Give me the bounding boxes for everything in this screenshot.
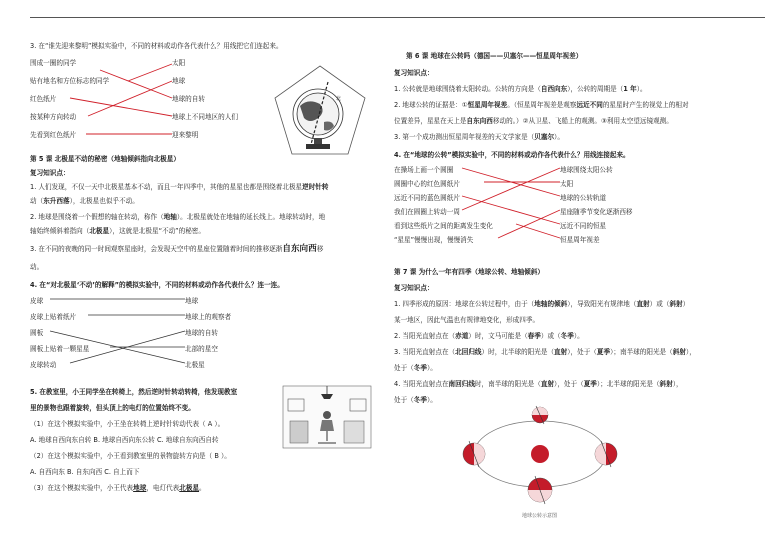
q4-right-item: 地球的自转	[185, 329, 218, 337]
q3-right-item: 地球	[172, 77, 186, 85]
q4-left-item: 皮球上贴着纸片	[30, 313, 77, 321]
q5-sub-2-options: A. 自西向东 B. 自东向西 C. 自上而下	[30, 468, 140, 476]
lesson7-point-3-cont: 处于（冬季）。	[394, 364, 437, 372]
q4-connector-lines	[30, 290, 375, 370]
lesson6-point-2: 2. 地球公转的证据是：①恒星周年视差。（恒星周年视差是观察远近不同的星星时产生的视觉上的相对	[394, 101, 689, 109]
lesson6-point-2-cont: 位置差异，星星在天上是自东向西移动的。）②从卫星、飞船上的观测。③利用太空望远镜观测。	[394, 117, 673, 125]
l6-q4-left-item: 远近不同的蓝色圆纸片	[394, 194, 460, 202]
q4-right-item: 地球	[185, 297, 199, 305]
l6-q4-left-item: 我们在圆圈上转动一周	[394, 208, 460, 216]
lesson7-point-1: 1. 四季形成的原因：地球在公转过程中，由于（地轴的倾斜），导致阳光有规律地（直射）或（斜射）	[394, 300, 690, 308]
q3-right-item: 地球上不同地区的人们	[172, 113, 238, 121]
q3-left-item: 贴有地名和方位标志的同学	[30, 77, 110, 85]
lesson6-review-label: 复习知识点：	[394, 69, 434, 77]
lesson5-title: 第 5 课 北极星不动的秘密（地轴倾斜指向北极星）	[30, 155, 180, 163]
connector-line	[88, 81, 172, 116]
top-rule	[30, 17, 765, 18]
connector-line	[100, 70, 172, 98]
lesson7-point-2: 2. 当阳光直射点在（赤道）时，文马可能是（春季）或（冬季）。	[394, 332, 584, 340]
connector-line	[498, 210, 560, 238]
lesson7-point-4: 4. 当阳光直射点在南回归线时，南半球的阳光是（直射），处于（夏季）；北半球的阳光是（斜射），	[394, 380, 683, 388]
lesson5-point-3: 3. 在不同的夜晚的同一时间观察星座时，会发现天空中的星座位置随着时间的推移逐渐自东向西移	[30, 244, 324, 254]
q4-left-item: 圆板上贴着一颗星星	[30, 345, 90, 353]
l6-q4-right-item: 恒星周年视差	[560, 236, 600, 244]
l6-q4-right-item: 星座随季节变化逐渐西移	[560, 208, 633, 216]
q3-left-item: 按某种方向转动	[30, 113, 77, 121]
l6-q4-right-item: 地球的公转轨道	[560, 194, 607, 202]
q5-sub-3: （3）在这个模拟实验中，小王代表地球，电灯代表北极星。	[30, 484, 206, 492]
lesson7-title: 第 7 课 为什么一年有四季（地球公转、地轴倾斜）	[394, 268, 544, 276]
q5-sub-1: （1）在这个模拟实验中，小王坐在转椅上逆时针转动代表（ A ）。	[30, 420, 225, 428]
lesson6-q4-title: 4. 在“地球的公转”模拟实验中，不同的材料或动作各代表什么？用线连接起来。	[394, 151, 630, 159]
lesson5-point-1: 1. 人们发现，不仅一天中北极星基本不动，而且一年四季中，其他的星星也都是围绕着北极星逆时针转	[30, 183, 329, 191]
connector-line	[70, 98, 172, 116]
l6-q4-right-item: 太阳	[560, 180, 574, 188]
q3-right-item: 迎来黎明	[172, 131, 199, 139]
lesson5-review-label: 复习知识点：	[30, 169, 70, 177]
globe-label: 北	[336, 96, 342, 102]
connector-line	[462, 168, 560, 210]
connector-line	[462, 196, 560, 224]
q3-left-item: 围成一圈的同学	[30, 59, 77, 67]
connector-line	[128, 64, 172, 81]
q3-left-item: 红色纸片	[30, 95, 57, 103]
q3-right-item: 太阳	[172, 59, 186, 67]
connector-line	[516, 224, 560, 238]
l6-q4-connector-lines	[394, 160, 766, 250]
q5-sub-2: （2）在这个模拟实验中，小王看到教室里的景物旋转方向是（ B ）。	[30, 452, 231, 460]
lesson5-q5-title-2: 里的景物也跟着旋转，但头顶上的电灯的位置始终不变。	[30, 404, 195, 412]
lesson5-point-2: 2. 地球是围绕着一个假想的轴在转动，称作（地轴）。北极星就处在地轴的延长线上。地球转动时，地	[30, 213, 326, 221]
l6-q4-right-item: 地球围绕太阳公转	[560, 166, 613, 174]
earth-orbit-diagram	[456, 404, 624, 510]
lesson7-review-label: 复习知识点：	[394, 284, 434, 292]
lesson5-point-1-cont: 动（东升西落），北极星也似乎不动。	[30, 197, 139, 205]
classroom-illustration	[282, 385, 372, 449]
q4-left-item: 圆板	[30, 329, 44, 337]
lesson6-title: 第 6 课 地球在公转吗（德国——贝塞尔——恒星周年视差）	[406, 52, 583, 60]
lesson7-point-3: 3. 当阳光直射点在（北回归线）时，北半球的阳光是（直射），处于（夏季）；南半球的阳光是（斜射），	[394, 348, 696, 356]
l6-q4-left-item: 圆圈中心的红色圆纸片	[394, 180, 460, 188]
orbit-diagram-caption: 地球公转示意图	[522, 513, 558, 519]
q4-right-item: 北极星	[185, 361, 205, 369]
lesson6-point-3: 3. 第一个成功测出恒星周年视差的天文学家是（贝塞尔）。	[394, 133, 564, 141]
q3-title: 3. 在“谁先迎来黎明”模拟实验中，不同的材料或动作各代表什么？用线把它们连起来。	[30, 42, 283, 50]
q3-right-item: 地球的自转	[172, 95, 205, 103]
globe-illustration	[270, 62, 370, 160]
l6-q4-left-item: 在操场上画一个圆圈	[394, 166, 454, 174]
lesson7-point-4-cont: 处于（冬季）。	[394, 396, 437, 404]
q4-right-item: 北部的星空	[185, 345, 218, 353]
lesson6-point-1: 1. 公转就是地球围绕着太阳转动。公转的方向是（自西向东），公转的周期是（1 年）。	[394, 85, 647, 93]
lesson5-point-3-cont: 动。	[30, 263, 44, 271]
q4-left-item: 皮球	[30, 297, 44, 305]
l6-q4-left-item: “星星”慢慢出现，慢慢消失	[394, 236, 474, 244]
lesson5-q4-title: 4. 在“对北极星‘不动’的解释”的模拟实验中，不同的材料或动作各代表什么？连一连。	[30, 281, 284, 289]
q4-left-item: 皮球转动	[30, 361, 57, 369]
l6-q4-right-item: 远近不同的恒星	[560, 222, 607, 230]
q3-left-item: 先看到红色纸片	[30, 131, 77, 139]
lesson7-point-1-cont: 某一地区，因此气温也有规律地变化，形成四季。	[394, 316, 540, 324]
lesson5-q5-title-1: 5. 在教室里，小王同学坐在转椅上，然后逆时针转动转椅，他发现教室	[30, 388, 238, 396]
q4-right-item: 地球上的观察者	[185, 313, 232, 321]
l6-q4-left-item: 看到这些纸片之间的距离发生变化	[394, 222, 493, 230]
lesson5-point-2-cont: 轴始终倾斜着指向（北极星），这就是北极星“不动”的秘密。	[30, 227, 205, 235]
sun	[531, 445, 549, 463]
q5-sub-1-options: A. 地球自西向东自转 B. 地球自西向东公转 C. 地球自东向西自转	[30, 436, 219, 444]
